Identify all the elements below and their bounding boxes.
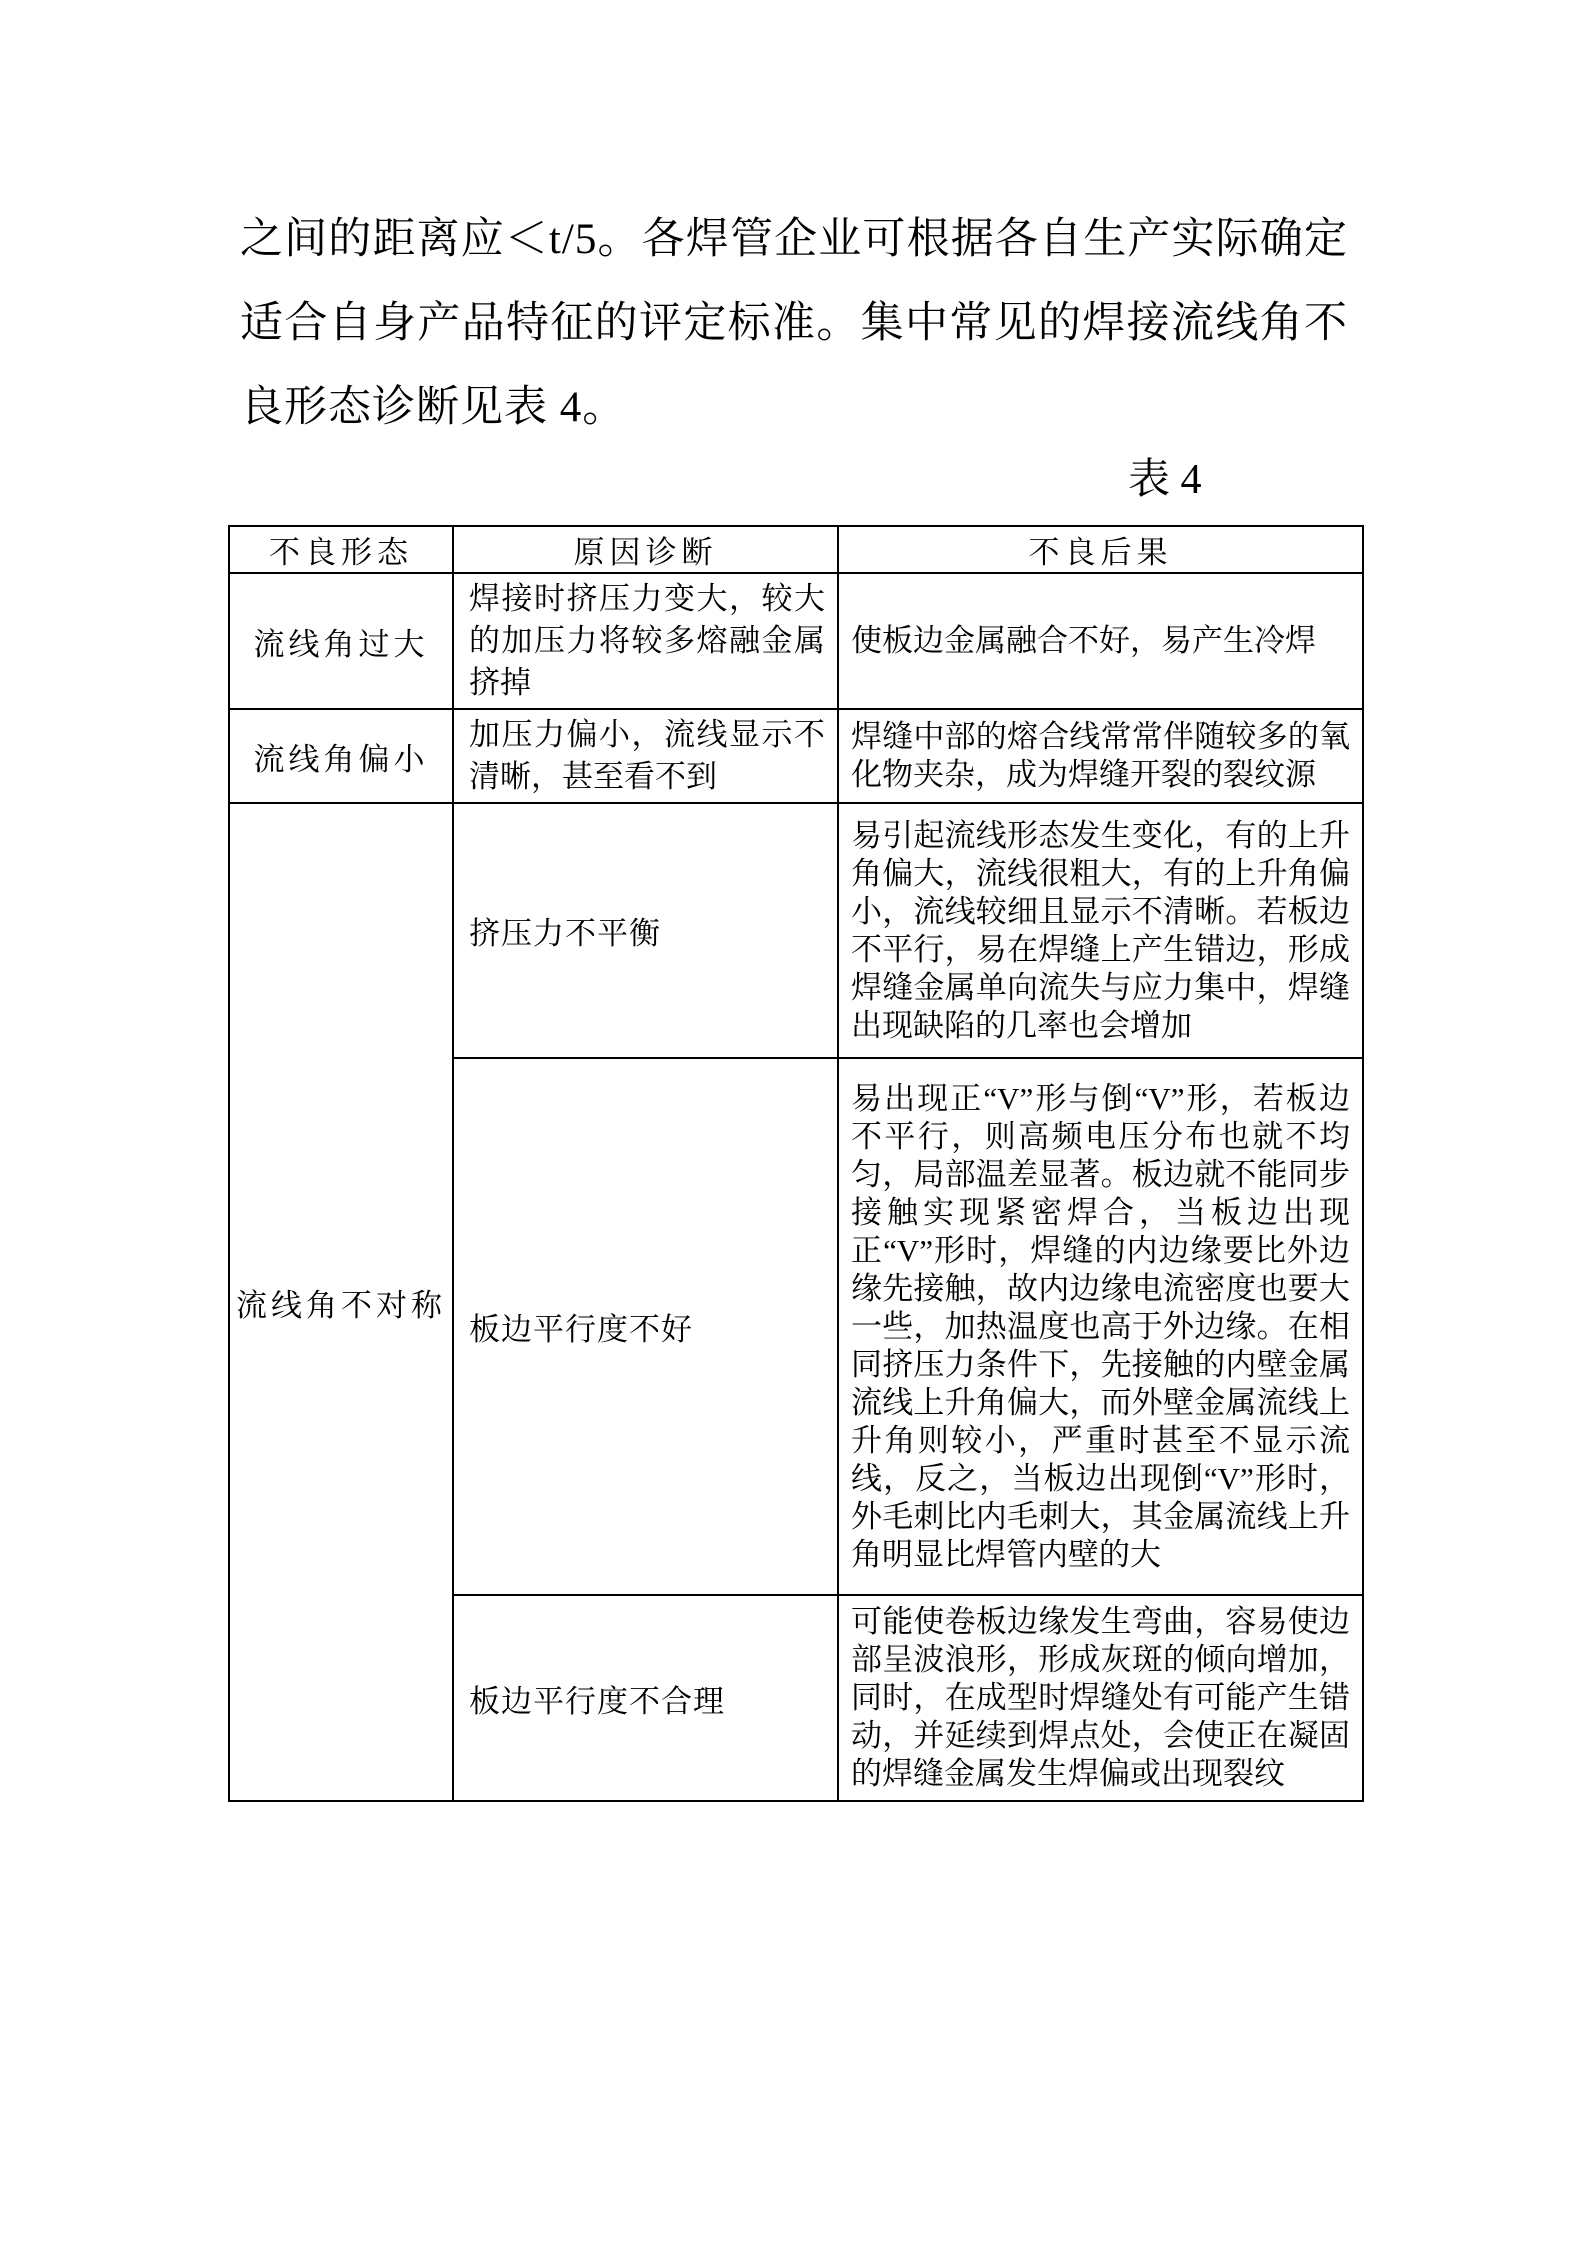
cell-cause-edge-parallelism-unreasonable: 板边平行度不合理 [453,1595,838,1801]
cell-consequence-edge-parallelism-unreasonable: 可能使卷板边缘发生弯曲，容易使边部呈波浪形，形成灰斑的倾向增加，同时，在成型时焊缝处有可能产生错动，并延续到焊点处，会使正在凝固的焊缝金属发生焊偏或出现裂纹 [838,1595,1363,1801]
defect-diagnosis-table [228,525,1364,1802]
cell-form-angle-too-large: 流线角过大 [229,573,453,709]
cell-cause-angle-too-large: 焊接时挤压力变大，较大的加压力将较多熔融金属挤掉 [453,573,838,709]
cell-consequence-extrusion-unbalanced: 易引起流线形态发生变化，有的上升角偏大，流线很粗大，有的上升角偏小，流线较细且显示不清晰。若板边不平行，易在焊缝上产生错边，形成焊缝金属单向流失与应力集中，焊缝出现缺陷的几率也会增加 [838,803,1363,1058]
cell-cause-edge-parallelism-poor: 板边平行度不好 [453,1058,838,1595]
body-paragraph: 之间的距离应＜t/5。各焊管企业可根据各自生产实际确定适合自身产品特征的评定标准。集中常见的焊接流线角不良形态诊断见表 4。 [240,216,1348,431]
cell-consequence-angle-too-small: 焊缝中部的熔合线常常伴随较多的氧化物夹杂，成为焊缝开裂的裂纹源 [838,709,1363,803]
cell-consequence-edge-parallelism-poor: 易出现正“V”形与倒“V”形，若板边不平行，则高频电压分布也就不均匀，局部温差显著。板边就不能同步接触实现紧密焊合，当板边出现正“V”形时，焊缝的内边缘要比外边缘先接触，故内边缘电流密度也要大一些，加热温度也高于外边缘。在相同挤压力条件下，先接触的内壁金属流线上升角偏大，而外壁金属流线上升角则较小，严重时甚至不显示流线，反之，当板边出现倒“V”形时，外毛刺比内毛刺大，其金属流线上升角明显比焊管内壁的大 [838,1058,1363,1595]
cell-cause-angle-too-small: 加压力偏小，流线显示不清晰，甚至看不到 [453,709,838,803]
header-cause-diagnosis: 原因诊断 [453,526,838,573]
table-row [229,803,1363,1058]
cell-consequence-angle-too-large: 使板边金属融合不好，易产生冷焊 [838,573,1363,709]
header-bad-consequence: 不良后果 [838,526,1363,573]
cell-form-angle-too-small: 流线角偏小 [229,709,453,803]
header-defect-form: 不良形态 [229,526,453,573]
table-caption: 表 4 [1128,457,1202,503]
table-row [229,573,1363,709]
table-row [229,709,1363,803]
table-header-row [229,526,1363,573]
cell-cause-extrusion-unbalanced: 挤压力不平衡 [453,803,838,1058]
cell-form-angle-asymmetric: 流线角不对称 [229,803,453,1801]
